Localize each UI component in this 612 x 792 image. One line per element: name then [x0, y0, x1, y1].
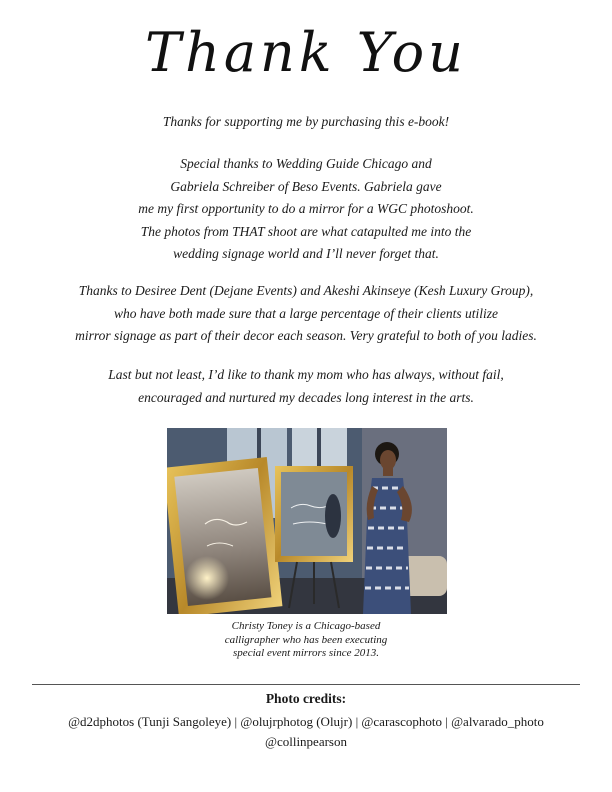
photo-credits-heading: Photo credits: — [265, 691, 347, 706]
text-line: Special thanks to Wedding Guide Chicago and — [180, 156, 432, 171]
text-line: wedding signage world and I’ll never forget that. — [173, 246, 439, 261]
text-line: Thanks to Desiree Dent (Dejane Events) and Akeshi Akinseye (Kesh Luxury Group), — [78, 283, 534, 298]
caption-line: special event mirrors since 2013. — [233, 647, 379, 659]
intro-paragraph — [0, 111, 612, 134]
divider — [32, 684, 580, 685]
caption-line: Christy Toney is a Chicago-based — [231, 620, 381, 632]
text-line: The photos from THAT shoot are what catapulted me into the — [140, 223, 472, 239]
photo-illustration — [167, 428, 447, 614]
text-line: Gabriela Schreiber of Beso Events. Gabriela gave — [170, 178, 442, 194]
mom-thanks-paragraph — [0, 364, 612, 409]
page-title: Thank You — [145, 21, 467, 84]
text-line: me my first opportunity to do a mirror for a WGC photoshoot. — [138, 201, 474, 216]
text-line: mirror signage as part of their decor each season. Very grateful to both of you ladies. — [75, 328, 537, 343]
caption-line: calligrapher who has been executing — [224, 633, 388, 646]
text-line: who have both made sure that a large percentage of their clients utilize — [114, 305, 498, 321]
wgc-thanks-paragraph — [0, 153, 612, 266]
photo-credits-line: @d2dphotos (Tunji Sangoleye) | @olujrphotog (Olujr) | @carascophoto | @alvarado_photo — [68, 714, 544, 729]
planners-thanks-paragraph — [0, 280, 612, 348]
photo-caption — [0, 620, 612, 661]
gold-mirror-left — [167, 457, 282, 614]
photo-credits-line: @collinpearson — [264, 734, 347, 749]
author-photo — [167, 428, 447, 614]
text-line: Last but not least, I’d like to thank my mom who has always, without fail, — [108, 367, 504, 382]
text-line: encouraged and nurtured my decades long interest in the arts. — [138, 389, 474, 405]
text-line: Thanks for supporting me by purchasing this e-book! — [162, 114, 450, 129]
